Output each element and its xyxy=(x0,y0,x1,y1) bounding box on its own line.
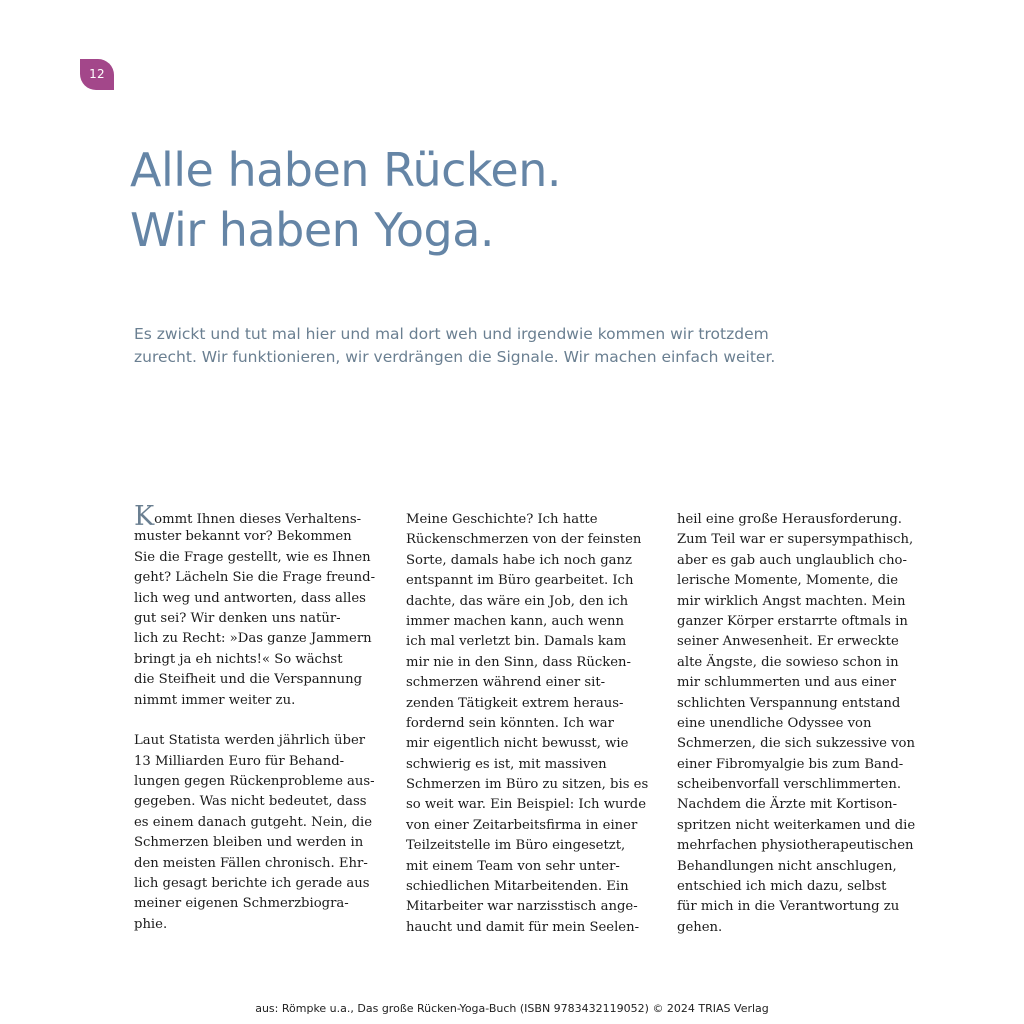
text-line: nimmt immer weiter zu. xyxy=(134,692,296,708)
text-line: gehen. xyxy=(677,919,723,935)
text-line: entschied ich mich dazu, selbst xyxy=(677,879,887,895)
text-line: geht? Lächeln Sie die Frage freund- xyxy=(134,570,376,586)
page-headline xyxy=(130,140,561,260)
text-line: mehrfachen physiotherapeutischen xyxy=(677,838,914,854)
text-line: 13 Milliarden Euro für Behand- xyxy=(134,753,345,769)
text-line: aber es gab auch unglaublich cho- xyxy=(677,552,907,568)
text-line: Meine Geschichte? Ich hatte xyxy=(406,512,598,527)
text-line: lich gesagt berichte ich gerade aus xyxy=(134,876,370,892)
text-line: heil eine große Herausforderung. xyxy=(677,512,902,527)
text-line: schiedlichen Mitarbeitenden. Ein xyxy=(406,879,629,895)
text-line: den meisten Fällen chronisch. Ehr- xyxy=(134,855,368,871)
lead-paragraph xyxy=(134,323,894,369)
text-line: spritzen nicht weiterkamen und die xyxy=(677,817,916,833)
text-line: so weit war. Ein Beispiel: Ich wurde xyxy=(406,797,647,813)
text-line: ganzer Körper erstarrte oftmals in xyxy=(677,613,908,629)
text-line: ich mal verletzt bin. Damals kam xyxy=(406,634,627,650)
text-line: entspannt im Büro gearbeitet. Ich xyxy=(406,573,634,589)
text-line: Sie die Frage gestellt, wie es Ihnen xyxy=(134,549,371,565)
source-footer: aus: Römpke u.a., Das große Rücken-Yoga-Buch (ISBN 9783432119052) © 2024 TRIAS Verlag xyxy=(255,1002,769,1015)
text-line: Laut Statista werden jährlich über xyxy=(134,733,366,749)
text-line: Rückenschmerzen von der feinsten xyxy=(406,532,642,548)
text-line: mir eigentlich nicht bewusst, wie xyxy=(406,736,629,752)
text-line: lich zu Recht: »Das ganze Jammern xyxy=(134,631,372,647)
drop-cap: K xyxy=(134,501,155,532)
text-column-2 xyxy=(406,510,656,938)
text-line: immer machen kann, auch wenn xyxy=(406,613,624,629)
headline-line-1: Alle haben Rücken. xyxy=(130,143,561,197)
page-number: 12 xyxy=(89,67,105,81)
lead-line-2: zurecht. Wir funktionieren, wir verdrängen die Signale. Wir machen einfach weiter. xyxy=(134,348,776,366)
text-line: haucht und damit für mein Seelen- xyxy=(406,919,640,935)
text-line: gegeben. Was nicht bedeutet, dass xyxy=(134,794,367,810)
text-line: seiner Anwesenheit. Er erweckte xyxy=(677,634,899,650)
text-line: Zum Teil war er supersympathisch, xyxy=(677,532,914,548)
text-line: lich weg und antworten, dass alles xyxy=(134,590,366,606)
text-line: schmerzen während einer sit- xyxy=(406,675,606,691)
lead-line-1: Es zwickt und tut mal hier und mal dort weh und irgendwie kommen wir trotzdem xyxy=(134,325,769,343)
text-line: schlichten Verspannung entstand xyxy=(677,695,901,711)
text-line: Schmerzen bleiben und werden in xyxy=(134,835,364,851)
text-line: für mich in die Verantwortung zu xyxy=(677,899,900,915)
text-line: mir schlummerten und aus einer xyxy=(677,675,897,691)
text-column-3 xyxy=(677,510,927,938)
text-line: Schmerzen im Büro zu sitzen, bis es xyxy=(406,777,649,793)
text-line: scheibenvorfall verschlimmerten. xyxy=(677,777,902,793)
text-line: phie. xyxy=(134,916,168,932)
text-line: Schmerzen, die sich sukzessive von xyxy=(677,736,915,752)
text-line: Nachdem die Ärzte mit Kortison- xyxy=(677,797,898,813)
text-line: bringt ja eh nichts!« So wächst xyxy=(134,651,343,667)
column-1-paragraph-1 xyxy=(134,527,384,711)
text-line: fordernd sein könnten. Ich war xyxy=(406,715,614,731)
text-line: muster bekannt vor? Bekommen xyxy=(134,529,352,545)
text-line: gut sei? Wir denken uns natür- xyxy=(134,610,341,626)
text-line: Sorte, damals habe ich noch ganz xyxy=(406,552,632,568)
column-3-text xyxy=(677,510,927,938)
text-line: es einem danach gutgeht. Nein, die xyxy=(134,814,373,830)
text-line: zenden Tätigkeit extrem heraus- xyxy=(406,695,624,711)
text-line: mir wirklich Angst machten. Mein xyxy=(677,593,906,609)
text-line: mit einem Team von sehr unter- xyxy=(406,858,620,874)
text-line: alte Ängste, die sowieso schon in xyxy=(677,654,899,670)
column-1-paragraph-2 xyxy=(134,731,384,935)
text-line: lungen gegen Rückenprobleme aus- xyxy=(134,774,375,790)
text-line: meiner eigenen Schmerzbiogra- xyxy=(134,896,349,912)
text-line: dachte, das wäre ein Job, den ich xyxy=(406,593,629,609)
text-line: lerische Momente, Momente, die xyxy=(677,573,899,589)
column-1-first-line xyxy=(134,501,384,532)
headline-line-2: Wir haben Yoga. xyxy=(130,203,495,257)
text-line: Mitarbeiter war narzisstisch ange- xyxy=(406,899,638,915)
text-line: die Steifheit und die Verspannung xyxy=(134,672,363,688)
text-line: von einer Zeitarbeitsfirma in einer xyxy=(406,817,638,833)
text-line: mir nie in den Sinn, dass Rücken- xyxy=(406,654,631,670)
text-line: Teilzeitstelle im Büro eingesetzt, xyxy=(406,838,626,854)
text-line: Behandlungen nicht anschlugen, xyxy=(677,858,897,874)
page-number-badge xyxy=(80,59,114,90)
column-2-text xyxy=(406,510,656,938)
first-line-text: ommt Ihnen dieses Verhaltens- xyxy=(154,512,362,527)
paragraph-gap xyxy=(134,711,384,731)
text-line: einer Fibromyalgie bis zum Band- xyxy=(677,756,904,772)
text-column-1 xyxy=(134,501,384,935)
text-line: schwierig es ist, mit massiven xyxy=(406,756,607,772)
text-line: eine unendliche Odyssee von xyxy=(677,715,872,731)
